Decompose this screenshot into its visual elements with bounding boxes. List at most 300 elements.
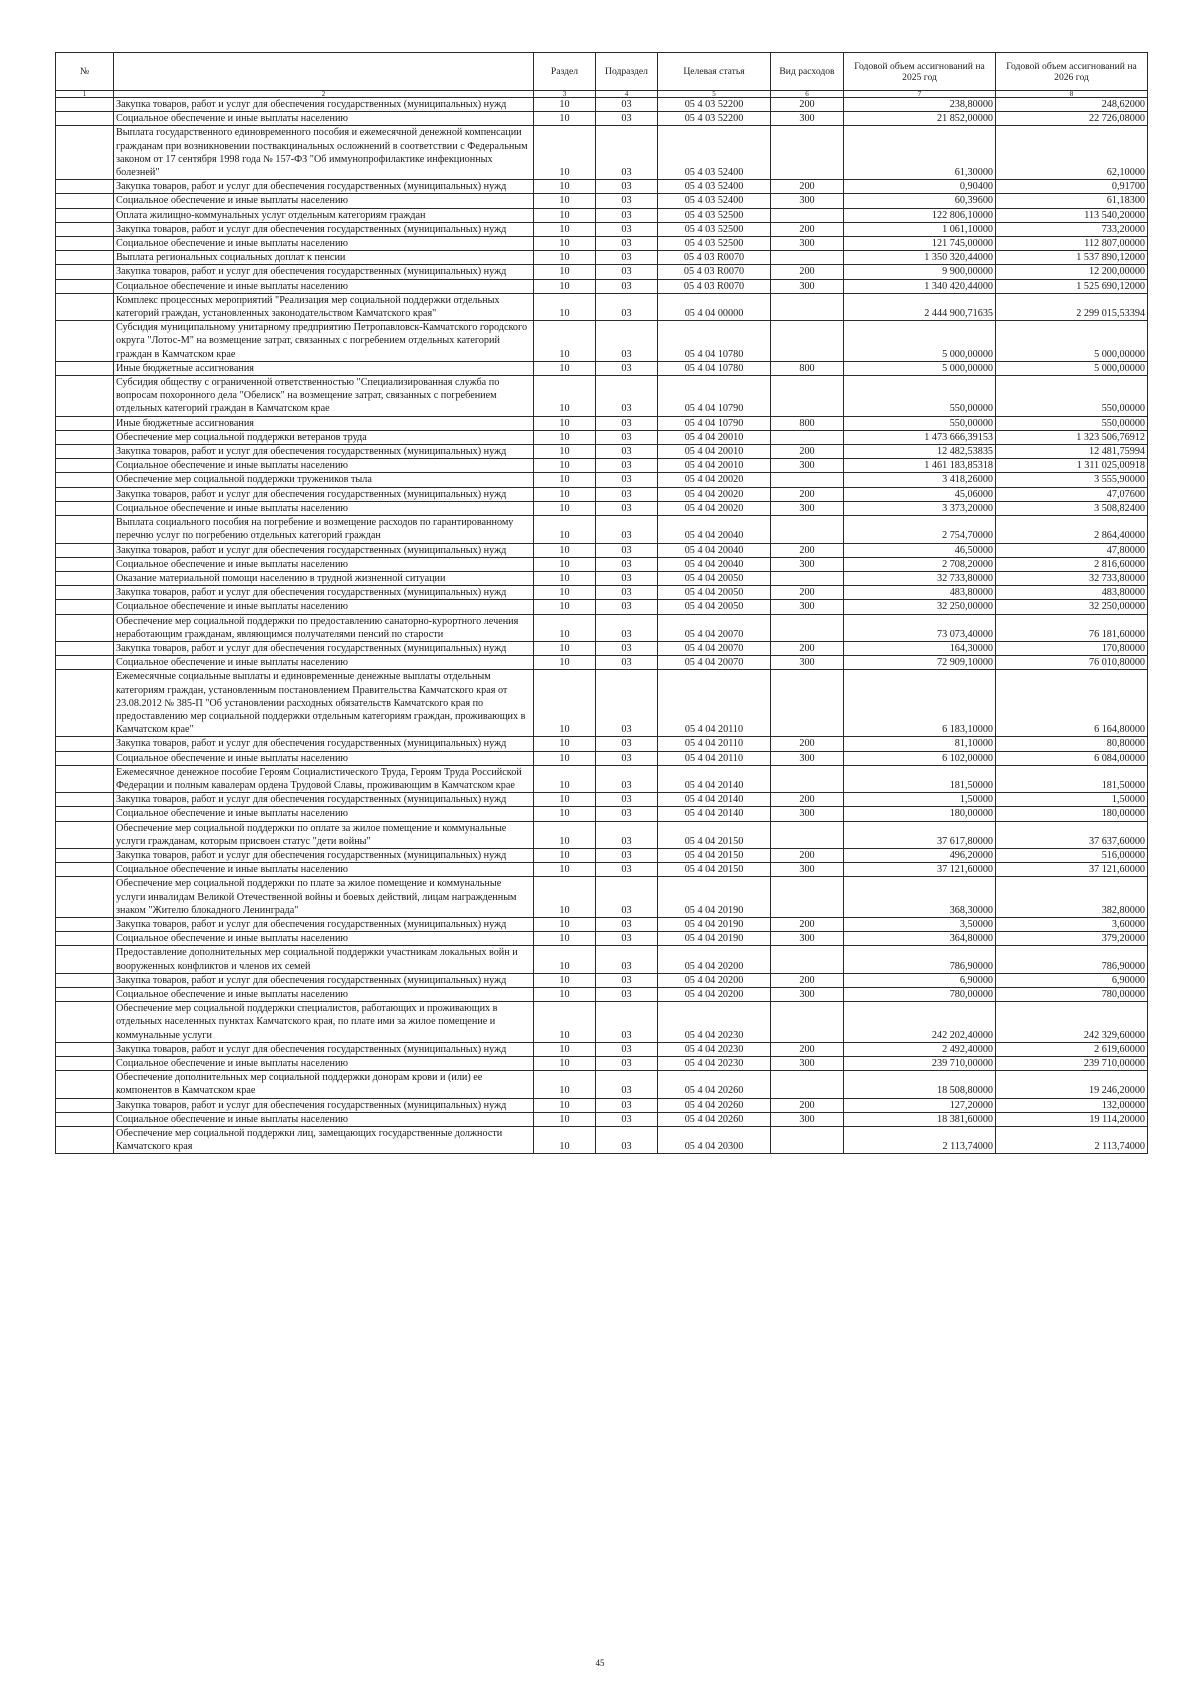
cell-name: Социальное обеспечение и иные выплаты населению <box>114 1112 534 1126</box>
table-row <box>56 501 1148 515</box>
cell-expense-type: 300 <box>771 988 844 1002</box>
cell-subsection: 03 <box>596 600 658 614</box>
cell-subsection: 03 <box>596 821 658 848</box>
cell-subsection: 03 <box>596 877 658 918</box>
cell-target-article: 05 4 04 20260 <box>658 1098 771 1112</box>
cell-name: Закупка товаров, работ и услуг для обеспечения государственных (муниципальных) нужд <box>114 543 534 557</box>
cell-amount-2026: 550,00000 <box>996 376 1148 417</box>
cell-subsection: 03 <box>596 279 658 293</box>
page-number: 45 <box>595 1658 605 1668</box>
cell-amount-2026: 2 113,74000 <box>996 1127 1148 1154</box>
header-num: 1 <box>56 91 114 98</box>
cell-target-article: 05 4 04 20020 <box>658 473 771 487</box>
table-row <box>56 279 1148 293</box>
header-target-article: Целевая статья <box>658 53 771 91</box>
header-num: 8 <box>996 91 1148 98</box>
cell-target-article: 05 4 04 20020 <box>658 487 771 501</box>
cell-subsection: 03 <box>596 848 658 862</box>
cell-name: Закупка товаров, работ и услуг для обеспечения государственных (муниципальных) нужд <box>114 973 534 987</box>
cell-section: 10 <box>534 807 596 821</box>
cell-amount-2026: 76 181,60000 <box>996 614 1148 641</box>
table-row <box>56 265 1148 279</box>
cell-subsection: 03 <box>596 751 658 765</box>
cell-target-article: 05 4 04 20230 <box>658 1002 771 1043</box>
table-row <box>56 543 1148 557</box>
table-row <box>56 656 1148 670</box>
cell-subsection: 03 <box>596 614 658 641</box>
cell-subsection: 03 <box>596 543 658 557</box>
cell-name: Закупка товаров, работ и услуг для обеспечения государственных (муниципальных) нужд <box>114 1042 534 1056</box>
cell-target-article: 05 4 04 20200 <box>658 973 771 987</box>
cell-amount-2025: 5 000,00000 <box>844 321 996 362</box>
table-row <box>56 1071 1148 1098</box>
table-row <box>56 376 1148 417</box>
table-row <box>56 988 1148 1002</box>
cell-expense-type: 200 <box>771 1098 844 1112</box>
cell-number <box>56 194 114 208</box>
cell-name: Закупка товаров, работ и услуг для обеспечения государственных (муниципальных) нужд <box>114 445 534 459</box>
cell-amount-2025: 32 733,80000 <box>844 571 996 585</box>
table-row <box>56 1127 1148 1154</box>
table-row <box>56 807 1148 821</box>
cell-amount-2025: 1 340 420,44000 <box>844 279 996 293</box>
cell-subsection: 03 <box>596 670 658 737</box>
cell-section: 10 <box>534 1127 596 1154</box>
cell-subsection: 03 <box>596 586 658 600</box>
cell-subsection: 03 <box>596 265 658 279</box>
cell-amount-2025: 2 444 900,71635 <box>844 293 996 320</box>
cell-section: 10 <box>534 751 596 765</box>
cell-section: 10 <box>534 765 596 792</box>
cell-number <box>56 614 114 641</box>
cell-name: Социальное обеспечение и иные выплаты населению <box>114 279 534 293</box>
table-row <box>56 1002 1148 1043</box>
cell-number <box>56 208 114 222</box>
cell-expense-type <box>771 877 844 918</box>
cell-subsection: 03 <box>596 445 658 459</box>
cell-number <box>56 1002 114 1043</box>
cell-name: Комплекс процессных мероприятий "Реализация мер социальной поддержки отдельных категорий граждан, установленных законодательством Камчатского края" <box>114 293 534 320</box>
cell-subsection: 03 <box>596 1098 658 1112</box>
header-num: 6 <box>771 91 844 98</box>
cell-amount-2025: 3 373,20000 <box>844 501 996 515</box>
cell-number <box>56 656 114 670</box>
cell-target-article: 05 4 04 20190 <box>658 917 771 931</box>
cell-number <box>56 737 114 751</box>
table-row <box>56 863 1148 877</box>
cell-subsection: 03 <box>596 516 658 543</box>
cell-expense-type: 200 <box>771 543 844 557</box>
cell-expense-type: 200 <box>771 265 844 279</box>
cell-name: Социальное обеспечение и иные выплаты населению <box>114 557 534 571</box>
table-row <box>56 1057 1148 1071</box>
cell-number <box>56 807 114 821</box>
cell-subsection: 03 <box>596 208 658 222</box>
cell-expense-type: 800 <box>771 416 844 430</box>
cell-amount-2025: 164,30000 <box>844 641 996 655</box>
cell-target-article: 05 4 04 20150 <box>658 848 771 862</box>
cell-subsection: 03 <box>596 737 658 751</box>
cell-section: 10 <box>534 112 596 126</box>
table-row <box>56 877 1148 918</box>
cell-amount-2025: 73 073,40000 <box>844 614 996 641</box>
cell-name: Иные бюджетные ассигнования <box>114 361 534 375</box>
cell-number <box>56 793 114 807</box>
cell-number <box>56 1042 114 1056</box>
cell-expense-type <box>771 1071 844 1098</box>
cell-amount-2025: 60,39600 <box>844 194 996 208</box>
cell-name: Социальное обеспечение и иные выплаты населению <box>114 112 534 126</box>
cell-amount-2025: 550,00000 <box>844 376 996 417</box>
cell-section: 10 <box>534 516 596 543</box>
cell-subsection: 03 <box>596 293 658 320</box>
cell-name: Выплата государственного единовременного пособия и ежемесячной денежной компенсации гражданам при возникновении поствакцинальных осложнений в соответствии с Федеральным законом от 17 сентября 1998 года № 157-ФЗ "Об иммунопрофилактике инфекционных болезней" <box>114 126 534 180</box>
cell-section: 10 <box>534 557 596 571</box>
cell-expense-type <box>771 376 844 417</box>
cell-amount-2025: 37 121,60000 <box>844 863 996 877</box>
cell-number <box>56 600 114 614</box>
cell-section: 10 <box>534 793 596 807</box>
header-num: 5 <box>658 91 771 98</box>
table-row <box>56 430 1148 444</box>
cell-subsection: 03 <box>596 321 658 362</box>
table-row <box>56 641 1148 655</box>
cell-section: 10 <box>534 641 596 655</box>
cell-section: 10 <box>534 98 596 112</box>
cell-section: 10 <box>534 279 596 293</box>
cell-number <box>56 376 114 417</box>
cell-expense-type: 300 <box>771 501 844 515</box>
table-row <box>56 765 1148 792</box>
cell-subsection: 03 <box>596 459 658 473</box>
cell-amount-2026: 5 000,00000 <box>996 321 1148 362</box>
cell-amount-2025: 6,90000 <box>844 973 996 987</box>
cell-expense-type <box>771 293 844 320</box>
cell-section: 10 <box>534 1042 596 1056</box>
cell-target-article: 05 4 04 20050 <box>658 586 771 600</box>
cell-number <box>56 112 114 126</box>
cell-expense-type: 200 <box>771 917 844 931</box>
cell-amount-2026: 47,80000 <box>996 543 1148 557</box>
cell-expense-type <box>771 614 844 641</box>
cell-amount-2026: 3,60000 <box>996 917 1148 931</box>
table-row <box>56 459 1148 473</box>
cell-expense-type: 200 <box>771 737 844 751</box>
cell-expense-type <box>771 946 844 973</box>
cell-subsection: 03 <box>596 793 658 807</box>
cell-target-article: 05 4 03 R0070 <box>658 279 771 293</box>
cell-number <box>56 222 114 236</box>
cell-target-article: 05 4 04 20190 <box>658 932 771 946</box>
cell-expense-type <box>771 321 844 362</box>
cell-target-article: 05 4 04 20140 <box>658 793 771 807</box>
cell-amount-2026: 113 540,20000 <box>996 208 1148 222</box>
cell-section: 10 <box>534 376 596 417</box>
cell-amount-2026: 6 164,80000 <box>996 670 1148 737</box>
header-numbers-row <box>56 91 1148 98</box>
cell-section: 10 <box>534 1071 596 1098</box>
cell-number <box>56 973 114 987</box>
cell-section: 10 <box>534 946 596 973</box>
cell-number <box>56 321 114 362</box>
cell-amount-2026: 0,91700 <box>996 180 1148 194</box>
cell-target-article: 05 4 03 R0070 <box>658 251 771 265</box>
cell-amount-2026: 242 329,60000 <box>996 1002 1148 1043</box>
cell-section: 10 <box>534 361 596 375</box>
cell-amount-2026: 61,18300 <box>996 194 1148 208</box>
cell-amount-2025: 18 508,80000 <box>844 1071 996 1098</box>
cell-number <box>56 765 114 792</box>
cell-amount-2025: 122 806,10000 <box>844 208 996 222</box>
cell-amount-2026: 12 200,00000 <box>996 265 1148 279</box>
cell-expense-type <box>771 821 844 848</box>
cell-number <box>56 265 114 279</box>
cell-expense-type: 300 <box>771 1112 844 1126</box>
cell-expense-type: 200 <box>771 445 844 459</box>
cell-subsection: 03 <box>596 807 658 821</box>
cell-amount-2025: 81,10000 <box>844 737 996 751</box>
cell-amount-2026: 2 299 015,53394 <box>996 293 1148 320</box>
cell-target-article: 05 4 04 10780 <box>658 361 771 375</box>
table-row <box>56 973 1148 987</box>
cell-target-article: 05 4 04 20040 <box>658 543 771 557</box>
cell-number <box>56 98 114 112</box>
cell-target-article: 05 4 04 20110 <box>658 670 771 737</box>
cell-amount-2026: 32 250,00000 <box>996 600 1148 614</box>
table-row <box>56 614 1148 641</box>
table-row <box>56 848 1148 862</box>
cell-subsection: 03 <box>596 416 658 430</box>
cell-section: 10 <box>534 501 596 515</box>
cell-target-article: 05 4 04 20140 <box>658 807 771 821</box>
header-name <box>114 53 534 91</box>
cell-number <box>56 459 114 473</box>
cell-number <box>56 416 114 430</box>
cell-subsection: 03 <box>596 237 658 251</box>
cell-number <box>56 586 114 600</box>
cell-amount-2025: 368,30000 <box>844 877 996 918</box>
table-row <box>56 557 1148 571</box>
cell-expense-type: 300 <box>771 459 844 473</box>
cell-amount-2025: 1 061,10000 <box>844 222 996 236</box>
budget-table <box>55 52 1148 1154</box>
cell-name: Выплата социального пособия на погребение и возмещение расходов по гарантированному перечню услуг по погребению отдельных категорий граждан <box>114 516 534 543</box>
cell-subsection: 03 <box>596 361 658 375</box>
cell-expense-type: 200 <box>771 793 844 807</box>
cell-amount-2025: 483,80000 <box>844 586 996 600</box>
cell-target-article: 05 4 04 20140 <box>658 765 771 792</box>
cell-amount-2026: 483,80000 <box>996 586 1148 600</box>
cell-subsection: 03 <box>596 222 658 236</box>
cell-expense-type: 300 <box>771 279 844 293</box>
cell-number <box>56 821 114 848</box>
cell-target-article: 05 4 04 20200 <box>658 988 771 1002</box>
cell-expense-type: 200 <box>771 98 844 112</box>
table-row <box>56 932 1148 946</box>
cell-section: 10 <box>534 821 596 848</box>
cell-subsection: 03 <box>596 1112 658 1126</box>
cell-number <box>56 848 114 862</box>
cell-amount-2025: 786,90000 <box>844 946 996 973</box>
cell-target-article: 05 4 04 20070 <box>658 614 771 641</box>
cell-amount-2026: 5 000,00000 <box>996 361 1148 375</box>
cell-amount-2025: 72 909,10000 <box>844 656 996 670</box>
cell-target-article: 05 4 03 52200 <box>658 98 771 112</box>
header-amount-2025: Годовой объем ассигнований на 2025 год <box>844 53 996 91</box>
header-num: 7 <box>844 91 996 98</box>
cell-amount-2026: 181,50000 <box>996 765 1148 792</box>
cell-amount-2025: 3,50000 <box>844 917 996 931</box>
cell-name: Закупка товаров, работ и услуг для обеспечения государственных (муниципальных) нужд <box>114 98 534 112</box>
cell-name: Социальное обеспечение и иные выплаты населению <box>114 194 534 208</box>
cell-amount-2026: 3 555,90000 <box>996 473 1148 487</box>
cell-name: Иные бюджетные ассигнования <box>114 416 534 430</box>
cell-expense-type: 300 <box>771 557 844 571</box>
cell-subsection: 03 <box>596 571 658 585</box>
cell-expense-type <box>771 765 844 792</box>
cell-section: 10 <box>534 487 596 501</box>
cell-target-article: 05 4 04 20230 <box>658 1057 771 1071</box>
cell-amount-2026: 382,80000 <box>996 877 1148 918</box>
header-expense-type: Вид расходов <box>771 53 844 91</box>
table-row <box>56 222 1148 236</box>
cell-target-article: 05 4 04 20150 <box>658 821 771 848</box>
cell-name: Социальное обеспечение и иные выплаты населению <box>114 600 534 614</box>
table-row <box>56 321 1148 362</box>
table-row <box>56 416 1148 430</box>
cell-name: Социальное обеспечение и иные выплаты населению <box>114 1057 534 1071</box>
cell-number <box>56 863 114 877</box>
header-num: 2 <box>114 91 534 98</box>
cell-amount-2026: 132,00000 <box>996 1098 1148 1112</box>
cell-section: 10 <box>534 222 596 236</box>
cell-name: Закупка товаров, работ и услуг для обеспечения государственных (муниципальных) нужд <box>114 917 534 931</box>
cell-amount-2025: 364,80000 <box>844 932 996 946</box>
cell-amount-2026: 780,00000 <box>996 988 1148 1002</box>
cell-number <box>56 988 114 1002</box>
cell-section: 10 <box>534 543 596 557</box>
cell-name: Обеспечение мер социальной поддержки специалистов, работающих и проживающих в отдельных населенных пунктах Камчатского края, по плате ими за жилое помещение и коммунальные услуги <box>114 1002 534 1043</box>
cell-number <box>56 445 114 459</box>
cell-section: 10 <box>534 932 596 946</box>
table-row <box>56 98 1148 112</box>
cell-expense-type: 300 <box>771 1057 844 1071</box>
cell-name: Социальное обеспечение и иные выплаты населению <box>114 237 534 251</box>
cell-expense-type <box>771 430 844 444</box>
cell-expense-type <box>771 1002 844 1043</box>
cell-amount-2026: 248,62000 <box>996 98 1148 112</box>
cell-amount-2025: 3 418,26000 <box>844 473 996 487</box>
cell-expense-type: 300 <box>771 194 844 208</box>
cell-section: 10 <box>534 237 596 251</box>
cell-target-article: 05 4 04 20010 <box>658 430 771 444</box>
cell-name: Предоставление дополнительных мер социальной поддержки участникам локальных войн и вооруженных конфликтов и членов их семей <box>114 946 534 973</box>
cell-name: Субсидия обществу с ограниченной ответственностью "Специализированная служба по вопросам похоронного дела "Обелиск" на возмещение затрат, связанных с погребением отдельных категорий граждан в Камчатском крае <box>114 376 534 417</box>
cell-section: 10 <box>534 917 596 931</box>
table-row <box>56 293 1148 320</box>
cell-number <box>56 430 114 444</box>
table-row <box>56 1042 1148 1056</box>
header-number: № <box>56 53 114 91</box>
cell-name: Закупка товаров, работ и услуг для обеспечения государственных (муниципальных) нужд <box>114 586 534 600</box>
cell-amount-2026: 1 525 690,12000 <box>996 279 1148 293</box>
cell-target-article: 05 4 04 20010 <box>658 459 771 473</box>
cell-amount-2026: 1 323 506,76912 <box>996 430 1148 444</box>
cell-section: 10 <box>534 1002 596 1043</box>
cell-target-article: 05 4 04 00000 <box>658 293 771 320</box>
cell-expense-type: 200 <box>771 222 844 236</box>
cell-amount-2025: 12 482,53835 <box>844 445 996 459</box>
cell-expense-type: 300 <box>771 751 844 765</box>
cell-amount-2025: 2 708,20000 <box>844 557 996 571</box>
table-row <box>56 793 1148 807</box>
cell-subsection: 03 <box>596 1127 658 1154</box>
cell-amount-2026: 19 114,20000 <box>996 1112 1148 1126</box>
cell-section: 10 <box>534 600 596 614</box>
table-row <box>56 670 1148 737</box>
cell-target-article: 05 4 04 20010 <box>658 445 771 459</box>
cell-name: Ежемесячные социальные выплаты и единовременные денежные выплаты отдельным категориям граждан, установленным постановлением Правительства Камчатского края от 23.08.2012 № 385-П "Об установлении расходных обязательств Камчатского края по предоставлению мер социальной поддержки отдельным категориям граждан, проживающих в Камчатском крае" <box>114 670 534 737</box>
cell-amount-2026: 12 481,75994 <box>996 445 1148 459</box>
cell-amount-2025: 239 710,00000 <box>844 1057 996 1071</box>
cell-amount-2026: 2 619,60000 <box>996 1042 1148 1056</box>
cell-section: 10 <box>534 1098 596 1112</box>
cell-section: 10 <box>534 208 596 222</box>
table-row <box>56 946 1148 973</box>
cell-target-article: 05 4 04 20150 <box>658 863 771 877</box>
cell-amount-2026: 6 084,00000 <box>996 751 1148 765</box>
table-row <box>56 112 1148 126</box>
cell-subsection: 03 <box>596 656 658 670</box>
cell-amount-2025: 61,30000 <box>844 126 996 180</box>
cell-target-article: 05 4 04 20020 <box>658 501 771 515</box>
cell-amount-2025: 9 900,00000 <box>844 265 996 279</box>
cell-amount-2025: 2 754,70000 <box>844 516 996 543</box>
cell-subsection: 03 <box>596 487 658 501</box>
cell-target-article: 05 4 04 20040 <box>658 557 771 571</box>
cell-section: 10 <box>534 416 596 430</box>
cell-amount-2026: 80,80000 <box>996 737 1148 751</box>
cell-number <box>56 516 114 543</box>
cell-expense-type: 200 <box>771 180 844 194</box>
cell-section: 10 <box>534 265 596 279</box>
cell-section: 10 <box>534 863 596 877</box>
cell-section: 10 <box>534 445 596 459</box>
cell-target-article: 05 4 03 52200 <box>658 112 771 126</box>
header-num: 4 <box>596 91 658 98</box>
cell-amount-2025: 2 492,40000 <box>844 1042 996 1056</box>
cell-target-article: 05 4 03 52400 <box>658 194 771 208</box>
cell-name: Закупка товаров, работ и услуг для обеспечения государственных (муниципальных) нужд <box>114 180 534 194</box>
cell-amount-2026: 2 864,40000 <box>996 516 1148 543</box>
cell-target-article: 05 4 04 10790 <box>658 416 771 430</box>
cell-name: Оказание материальной помощи населению в трудной жизненной ситуации <box>114 571 534 585</box>
cell-amount-2025: 1 350 320,44000 <box>844 251 996 265</box>
cell-number <box>56 251 114 265</box>
cell-section: 10 <box>534 459 596 473</box>
cell-section: 10 <box>534 1112 596 1126</box>
cell-name: Закупка товаров, работ и услуг для обеспечения государственных (муниципальных) нужд <box>114 641 534 655</box>
cell-expense-type: 200 <box>771 586 844 600</box>
cell-amount-2025: 32 250,00000 <box>844 600 996 614</box>
cell-number <box>56 126 114 180</box>
cell-target-article: 05 4 04 20260 <box>658 1071 771 1098</box>
cell-name: Обеспечение дополнительных мер социальной поддержки донорам крови и (или) ее компонентов в Камчатском крае <box>114 1071 534 1098</box>
cell-name: Обеспечение мер социальной поддержки по оплате за жилое помещение и коммунальные услуги гражданам, которым присвоен статус "дети войны" <box>114 821 534 848</box>
cell-number <box>56 641 114 655</box>
cell-name: Социальное обеспечение и иные выплаты населению <box>114 807 534 821</box>
table-row <box>56 821 1148 848</box>
